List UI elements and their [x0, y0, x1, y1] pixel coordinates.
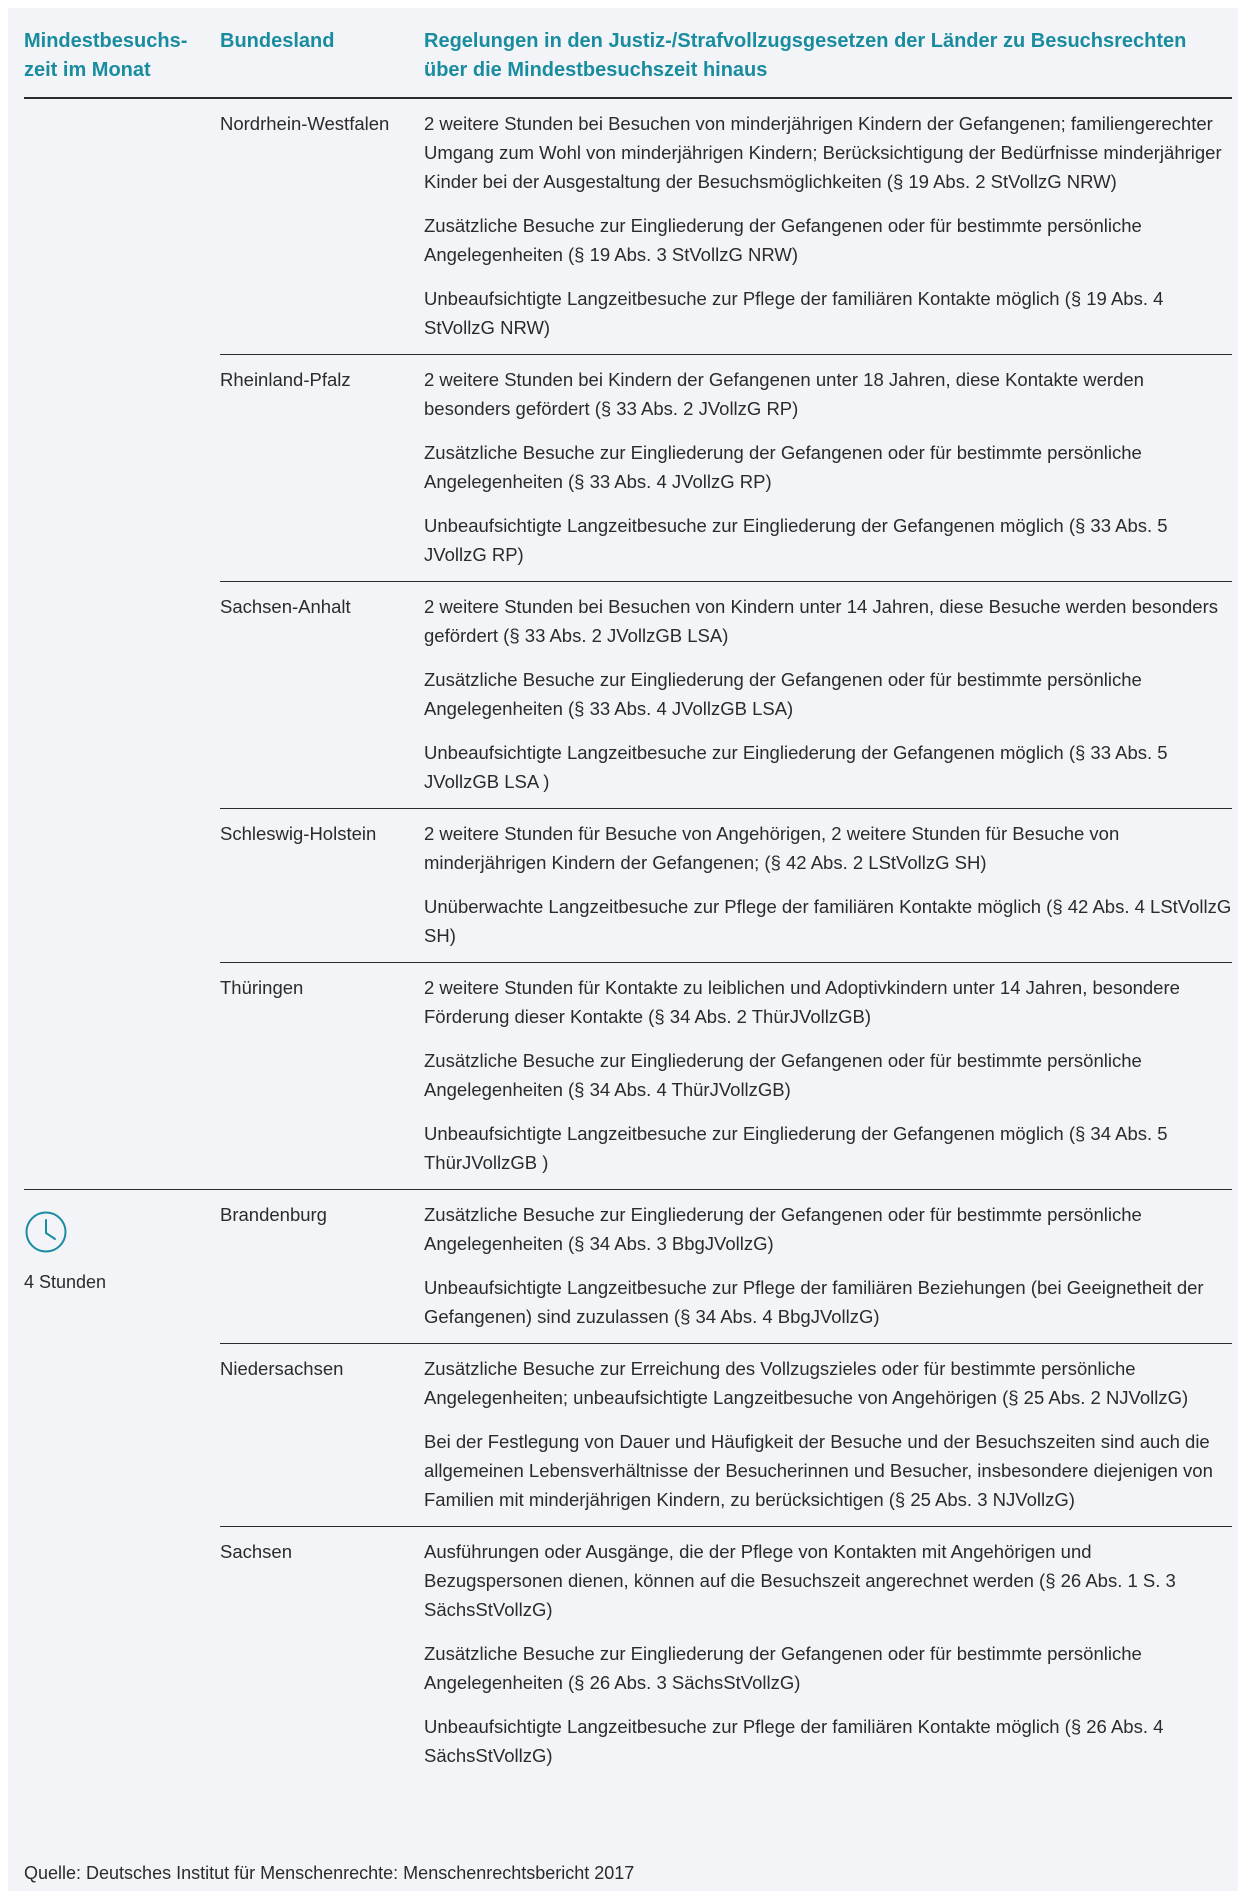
- state-name: Niedersachsen: [220, 1358, 344, 1379]
- regulation-text: Zusätzliche Besuche zur Eingliederung der Gefangenen oder für bestimmte persönliche Angelegenheiten (§ 34 Abs. 3 BbgJVollzG): [424, 1204, 1142, 1254]
- regulation-text: 2 weitere Stunden bei Kindern der Gefangenen unter 18 Jahren, diese Kontakte werden besonders gefördert (§ 33 Abs. 2 JVollzG RP): [424, 369, 1144, 419]
- state-name: Brandenburg: [220, 1204, 327, 1225]
- regulation-text: Zusätzliche Besuche zur Erreichung des Vollzugszieles oder für bestimmte persönliche Angelegenheiten; unbeaufsichtigte Langzeitbesuche von Angehörigen (§ 25 Abs. 2 NJVollzG): [424, 1358, 1189, 1408]
- state-name: Sachsen-Anhalt: [220, 596, 351, 617]
- source-note: Quelle: Deutsches Institut für Menschenrechte: Menschenrechtsbericht 2017: [24, 1863, 635, 1883]
- table-row: [220, 1526, 1232, 1782]
- regulation-text: Bei der Festlegung von Dauer und Häufigkeit der Besuche und der Besuchszeiten sind auch die allgemeinen Lebensverhältnisse der Besucherinnen und Besucher, insbesondere diejenigen von Familien mit minderjährigen Kindern, zu berücksichtigen (§ 25 Abs. 3 NJVollzG): [424, 1431, 1213, 1510]
- regulation-text: Unbeaufsichtigte Langzeitbesuche zur Pflege der familiären Kontakte möglich (§ 19 Abs. 4 StVollzG NRW): [424, 288, 1164, 338]
- regulation-text: Ausführungen oder Ausgänge, die der Pflege von Kontakten mit Angehörigen und Bezugspersonen dienen, können auf die Besuchszeit angerechnet werden (§ 26 Abs. 1 S. 3 SächsStVollzG): [424, 1541, 1176, 1620]
- state-name: Sachsen: [220, 1541, 292, 1562]
- state-name: Rheinland-Pfalz: [220, 369, 351, 390]
- state-name: Schleswig-Holstein: [220, 823, 377, 844]
- regulation-text: 2 weitere Stunden bei Besuchen von Kindern unter 14 Jahren, diese Besuche werden besonders gefördert (§ 33 Abs. 2 JVollzGB LSA): [424, 596, 1218, 646]
- regulations-cell: [424, 819, 1232, 950]
- regulation-text: Unbeaufsichtigte Langzeitbesuche zur Eingliederung der Gefangenen möglich (§ 33 Abs. 5 JVollzGB LSA ): [424, 742, 1168, 792]
- regulation-text: 2 weitere Stunden bei Besuchen von minderjährigen Kindern der Gefangenen; familiengerechter Umgang zum Wohl von minderjährigen Kindern; Berücksichtigung der Bedürfnisse minderjähriger Kinder bei der Ausgestaltung der Besuchsmöglichkeiten (§ 19 Abs. 2 StVollzG NRW): [424, 113, 1222, 192]
- regulation-text: Zusätzliche Besuche zur Eingliederung der Gefangenen oder für bestimmte persönliche Angelegenheiten (§ 26 Abs. 3 SächsStVollzG): [424, 1643, 1142, 1693]
- regulations-cell: [424, 1200, 1232, 1331]
- table-row: [220, 808, 1232, 962]
- table-row: [220, 99, 1232, 354]
- table-row: [220, 354, 1232, 581]
- regulation-text: Unüberwachte Langzeitbesuche zur Pflege der familiären Kontakte möglich (§ 42 Abs. 4 LStVollzG SH): [424, 896, 1232, 946]
- header-regulations: Regelungen in den Justiz-/Strafvollzugsgesetzen der Länder zu Besuchsrechten über die Mindestbesuchszeit hinaus: [424, 30, 1187, 81]
- regulation-text: Unbeaufsichtigte Langzeitbesuche zur Eingliederung der Gefangenen möglich (§ 34 Abs. 5 ThürJVollzGB ): [424, 1123, 1168, 1173]
- regulation-text: 2 weitere Stunden für Kontakte zu leiblichen und Adoptivkindern unter 14 Jahren, besondere Förderung dieser Kontakte (§ 34 Abs. 2 ThürJVollzGB): [424, 977, 1180, 1027]
- visit-time-group: [24, 1190, 1232, 1782]
- header-min-visit-time: Mindestbesuchs- zeit im Monat: [24, 30, 188, 81]
- regulation-text: Unbeaufsichtigte Langzeitbesuche zur Eingliederung der Gefangenen möglich (§ 33 Abs. 5 JVollzG RP): [424, 515, 1168, 565]
- regulation-text: Zusätzliche Besuche zur Eingliederung der Gefangenen oder für bestimmte persönliche Angelegenheiten (§ 19 Abs. 3 StVollzG NRW): [424, 215, 1142, 265]
- regulations-cell: [424, 1354, 1232, 1514]
- regulations-cell: [424, 365, 1232, 569]
- table-body: [24, 99, 1232, 1782]
- regulation-text: Zusätzliche Besuche zur Eingliederung der Gefangenen oder für bestimmte persönliche Angelegenheiten (§ 33 Abs. 4 JVollzGB LSA): [424, 669, 1142, 719]
- regulation-text: Unbeaufsichtigte Langzeitbesuche zur Pflege der familiären Kontakte möglich (§ 26 Abs. 4 SächsStVollzG): [424, 1716, 1164, 1766]
- regulation-text: Unbeaufsichtigte Langzeitbesuche zur Pflege der familiären Beziehungen (bei Geeignetheit der Gefangenen) sind zuzulassen (§ 34 Abs. 4 BbgJVollzG): [424, 1277, 1204, 1327]
- regulations-cell: [424, 973, 1232, 1177]
- min-visit-time-label: 4 Stunden: [24, 1272, 107, 1292]
- clock-icon: [24, 1210, 68, 1254]
- table-header: [24, 22, 1232, 99]
- table-row: [220, 962, 1232, 1189]
- regulations-cell: [424, 592, 1232, 796]
- header-state: Bundesland: [220, 30, 335, 52]
- state-name: Nordrhein-Westfalen: [220, 113, 390, 134]
- table-row: [220, 1343, 1232, 1526]
- regulation-text: Zusätzliche Besuche zur Eingliederung der Gefangenen oder für bestimmte persönliche Angelegenheiten (§ 34 Abs. 4 ThürJVollzGB): [424, 1050, 1142, 1100]
- table-row: [220, 581, 1232, 808]
- state-name: Thüringen: [220, 977, 304, 998]
- visit-time-group: [24, 99, 1232, 1190]
- regulation-text: 2 weitere Stunden für Besuche von Angehörigen, 2 weitere Stunden für Besuche von minderjährigen Kindern der Gefangenen; (§ 42 Abs. 2 LStVollzG SH): [424, 823, 1120, 873]
- regulation-text: Zusätzliche Besuche zur Eingliederung der Gefangenen oder für bestimmte persönliche Angelegenheiten (§ 33 Abs. 4 JVollzG RP): [424, 442, 1142, 492]
- regulations-cell: [424, 109, 1232, 342]
- regulations-cell: [424, 1537, 1232, 1770]
- table-row: [220, 1190, 1232, 1343]
- visiting-rights-table: [24, 22, 1232, 1782]
